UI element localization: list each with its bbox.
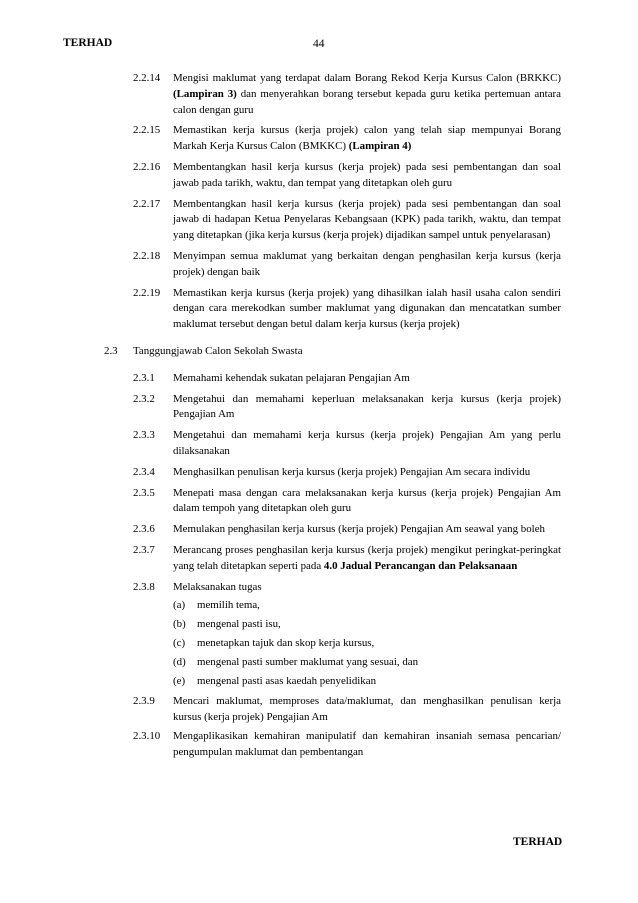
list-item — [0, 249, 638, 281]
sub-item-letter: (a) — [173, 599, 186, 612]
list-item — [0, 197, 638, 244]
item-number: 2.2.14 — [133, 72, 161, 84]
section-ref: 4.0 Jadual Perancangan dan Pelaksanaan — [323, 559, 518, 572]
item-number: 2.3.8 — [133, 580, 155, 593]
list-item — [0, 543, 638, 575]
sub-item-text: mengenal pasti asas kaedah penyelidikan — [197, 674, 377, 687]
item-number: 2.2.19 — [133, 286, 161, 299]
footer-classification: TERHAD — [513, 836, 563, 848]
list-item — [0, 486, 638, 518]
item-number: 2.2.18 — [133, 249, 161, 262]
sub-list-item — [0, 617, 638, 633]
sub-list-item — [0, 636, 638, 652]
item-text: Mengetahui dan memahami keperluan melaksanakan kerja kursus (kerja projek) Pengajian Am — [173, 392, 561, 421]
item-text: Memastikan kerja kursus (kerja projek) calon yang telah siap mempunyai Borang Markah Kerja Kursus Calon (BMKKC) (Lampiran 4) — [173, 124, 561, 153]
sub-item-letter: (d) — [173, 655, 186, 668]
sub-list-item — [0, 598, 638, 614]
list-item — [0, 392, 638, 424]
sub-item-letter: (e) — [173, 674, 186, 687]
item-text: Memulakan penghasilan kerja kursus (kerja projek) Pengajian Am seawal yang boleh — [173, 523, 545, 536]
item-number: 2.3.3 — [133, 429, 155, 442]
sub-list-item — [0, 674, 638, 690]
header-classification: TERHAD — [63, 37, 113, 49]
item-text: Merancang proses penghasilan kerja kursus (kerja projek) mengikut peringkat-peringkat yang telah ditetapkan seperti pada 4.0 Jadual Perancangan dan Pelaksanaan — [173, 543, 561, 572]
sub-item-text: mengenal pasti sumber maklumat yang sesuai, dan — [197, 655, 419, 668]
sub-item-text: menetapkan tajuk dan skop kerja kursus, — [197, 636, 375, 649]
list-item — [0, 160, 638, 192]
item-text: Memahami kehendak sukatan pelajaran Pengajian Am — [173, 371, 410, 384]
item-text: Membentangkan hasil kerja kursus (kerja projek) pada sesi pembentangan dan soal jawab di hadapan Ketua Penyelaras Kebangsaan (KPK) pada tarikh, waktu, dan tempat yang ditetapkan (jika kerja kursus (kerja projek) dijadikan sampel untuk penyelarasan) — [173, 197, 561, 242]
page-number: 44 — [313, 38, 325, 50]
item-text: Menghasilkan penulisan kerja kursus (kerja projek) Pengajian Am secara individu — [173, 465, 531, 478]
appendix-ref: (Lampiran 3) — [173, 87, 237, 100]
list-item — [0, 71, 638, 118]
list-item — [0, 694, 638, 726]
sub-list-item — [0, 655, 638, 671]
item-text: Membentangkan hasil kerja kursus (kerja projek) pada sesi pembentangan dan soal jawab pada tarikh, waktu, dan tempat yang ditetapkan oleh guru — [173, 160, 561, 189]
section-heading — [0, 344, 638, 360]
list-item — [0, 123, 638, 155]
item-text: Memastikan kerja kursus (kerja projek) yang dihasilkan ialah hasil usaha calon sendiri dengan cara merekodkan sumber maklumat yang digunakan dan mencatatkan sumber maklumat tersebut dengan betul dalam kerja kursus (kerja projek) — [173, 286, 561, 331]
sub-item-letter: (c) — [173, 636, 186, 649]
item-number: 2.2.17 — [133, 197, 161, 210]
item-number: 2.3.5 — [133, 486, 155, 499]
item-number: 2.3.6 — [133, 523, 155, 536]
item-text: Mengisi maklumat yang terdapat dalam Borang Rekod Kerja Kursus Calon (BRKKC) (Lampiran 3) dan menyerahkan borang tersebut kepada guru ketika pertemuan antara calon dengan guru — [173, 72, 562, 116]
list-item — [0, 729, 638, 761]
appendix-ref: (Lampiran 4) — [348, 140, 412, 153]
item-text: Mencari maklumat, memproses data/maklumat, dan menghasilkan penulisan kerja kursus (kerja projek) Pengajian Am — [173, 695, 561, 724]
list-item — [0, 286, 638, 333]
item-number: 2.3.10 — [133, 729, 161, 742]
item-text: Melaksanakan tugas — [173, 580, 262, 593]
sub-item-letter: (b) — [173, 618, 186, 631]
section-number: 2.3 — [104, 344, 118, 357]
item-number: 2.3.7 — [133, 543, 155, 556]
sub-item-text: memilih tema, — [197, 599, 260, 612]
list-item — [0, 428, 638, 460]
item-number: 2.3.9 — [133, 695, 155, 708]
item-number: 2.2.16 — [133, 160, 161, 173]
item-text: Menyimpan semua maklumat yang berkaitan dengan penghasilan kerja kursus (kerja projek) dengan baik — [173, 249, 561, 278]
list-item — [0, 522, 638, 538]
document-body — [0, 71, 638, 760]
section-title: Tanggungjawab Calon Sekolah Swasta — [133, 344, 303, 357]
item-text: Menepati masa dengan cara melaksanakan kerja kursus (kerja projek) Pengajian Am dalam tempoh yang ditetapkan oleh guru — [173, 486, 561, 515]
item-number: 2.3.2 — [133, 392, 155, 405]
item-text: Mengaplikasikan kemahiran manipulatif dan kemahiran insaniah semasa pencarian/ pengumpulan maklumat dan pembentangan — [173, 729, 561, 758]
sub-item-text: mengenal pasti isu, — [197, 618, 281, 631]
item-number: 2.3.1 — [133, 371, 155, 384]
list-item — [0, 580, 638, 596]
item-text: Mengetahui dan memahami kerja kursus (kerja projek) Pengajian Am yang perlu dilaksanakan — [173, 429, 561, 457]
item-number: 2.3.4 — [133, 465, 155, 478]
item-number: 2.2.15 — [133, 124, 161, 137]
list-item — [0, 465, 638, 481]
list-item — [0, 371, 638, 387]
